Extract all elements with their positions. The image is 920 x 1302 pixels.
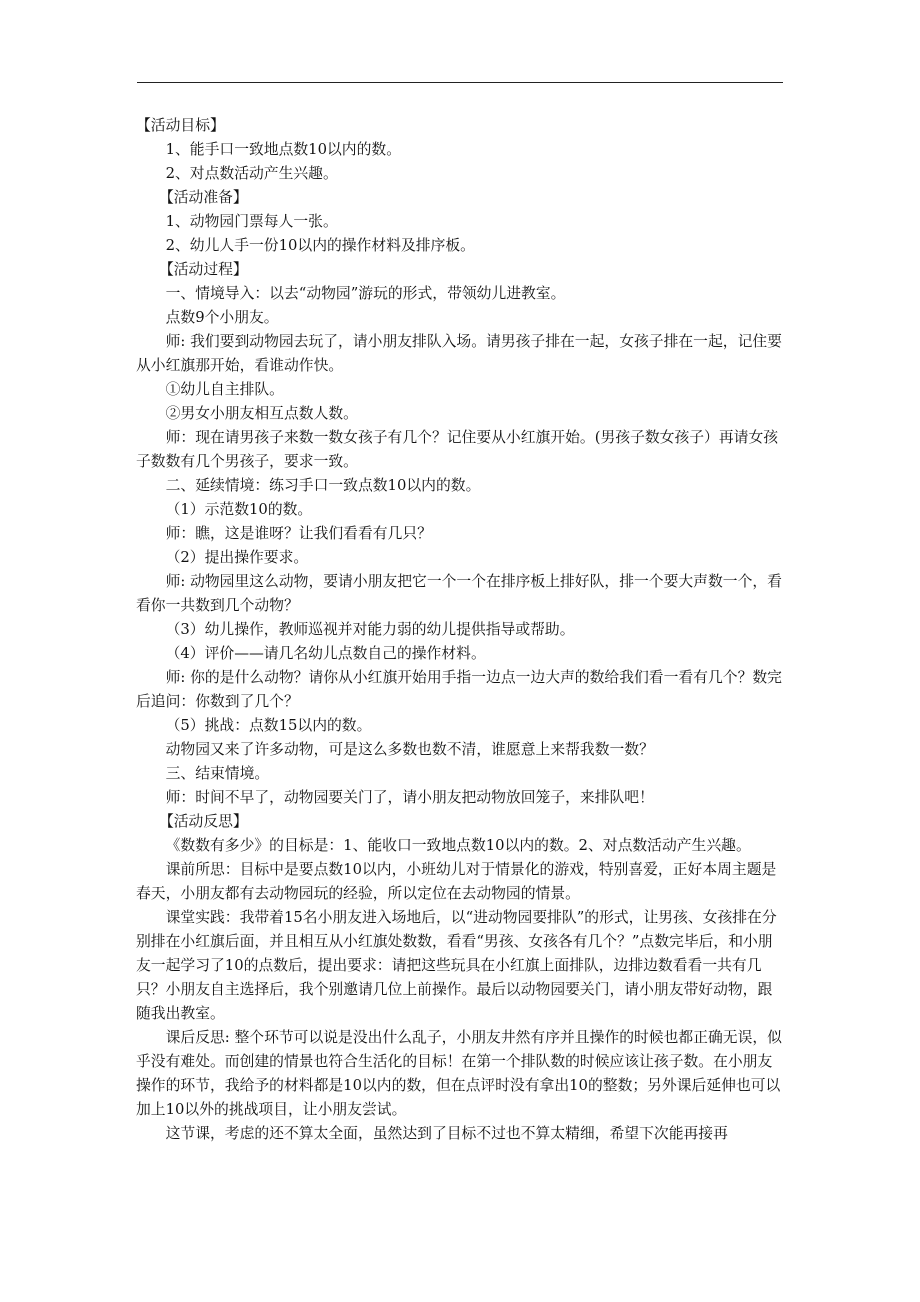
paragraph: （4）评价——请几名幼儿点数自己的操作材料。	[165, 645, 486, 662]
paragraph: 《数数有多少》的目标是：1、能收口一致地点数10以内的数。2、对点数活动产生兴趣。	[165, 837, 751, 854]
paragraph: （2）提出操作要求。	[165, 549, 309, 566]
section-heading-process: 【活动过程】	[158, 261, 248, 278]
paragraph: 课前所思：目标中是要点数10以内，小班幼儿对于情景化的游戏，特别喜爱，正好本周主题是春天，小朋友都有去动物园玩的经验，所以定位在去动物园的情景。	[136, 861, 777, 902]
paragraph: 动物园又来了许多动物，可是这么多数也数不清，谁愿意上来帮我数一数？	[165, 741, 654, 758]
paragraph: 师：现在请男孩子来数一数女孩子有几个？记住要从小红旗开始。(男孩子数女孩子）再请女孩子数数有几个男孩子，要求一致。	[136, 429, 779, 470]
paragraph: ①幼儿自主排队。	[165, 381, 284, 398]
header-rule	[137, 82, 783, 83]
paragraph: 师: 动物园里这么动物，要请小朋友把它一个一个在排序板上排好队，排一个要大声数一个，看看你一共数到几个动物？	[136, 573, 782, 614]
section-heading-reflection: 【活动反思】	[158, 813, 248, 830]
paragraph: 课后反思: 整个环节可以说是没出什么乱子，小朋友井然有序并且操作的时候也都正确无误，似乎没有难处。而创建的情景也符合生活化的目标！在第一个排队数的时候应该让孩子数。在小朋友操作的环节，我给予的材料都是10以内的数，但在点评时没有拿出10的整数；另外课后延伸也可以加上10以外的挑战项目，让小朋友尝试。	[136, 1029, 782, 1118]
paragraph: 二、延续情境：练习手口一致点数10以内的数。	[165, 477, 481, 494]
paragraph: 师: 你的是什么动物？请你从小红旗开始用手指一边点一边大声的数给我们看一看有几个？数完后追问：你数到了几个？	[136, 669, 782, 710]
paragraph: 1、能手口一致地点数10以内的数。	[165, 141, 401, 158]
paragraph: （1）示范数10的数。	[165, 501, 313, 518]
paragraph: ②男女小朋友相互点数人数。	[165, 405, 358, 422]
paragraph: 课堂实践：我带着15名小朋友进入场地后，以“进动物园要排队”的形式，让男孩、女孩排在分别排在小红旗后面，并且相互从小红旗处数数，看看“男孩、女孩各有几个？”点数完毕后，和小朋友一起学习了10的点数后，提出要求：请把这些玩具在小红旗上面排队，边排边数看看一共有几只？小朋友自主选择后，我个别邀请几位上前操作。最后以动物园要关门，请小朋友带好动物，跟随我出教室。	[136, 909, 777, 1022]
paragraph: 2、对点数活动产生兴趣。	[165, 165, 338, 182]
paragraph: （3）幼儿操作，教师巡视并对能力弱的幼儿提供指导或帮助。	[165, 621, 575, 638]
section-heading-preparation: 【活动准备】	[158, 189, 248, 206]
paragraph: 2、幼儿人手一份10以内的操作材料及排序板。	[165, 237, 475, 254]
paragraph: 三、结束情境。	[165, 765, 270, 782]
paragraph: 1、动物园门票每人一张。	[165, 213, 338, 230]
paragraph: （5）挑战：点数15以内的数。	[165, 717, 372, 734]
paragraph: 师：时间不早了，动物园要关门了，请小朋友把动物放回笼子，来排队吧！	[165, 789, 654, 806]
paragraph: 点数9个小朋友。	[165, 309, 279, 326]
paragraph: 这节课，考虑的还不算太全面，虽然达到了目标不过也不算太精细，希望下次能再接再	[165, 1125, 728, 1142]
paragraph: 一、情境导入：以去“动物园”游玩的形式，带领幼儿进教室。	[165, 285, 566, 302]
paragraph: 师：瞧，这是谁呀？让我们看看有几只？	[165, 525, 432, 542]
paragraph: 师: 我们要到动物园去玩了，请小朋友排队入场。请男孩子排在一起，女孩子排在一起，记住要从小红旗那开始，看谁动作快。	[136, 333, 782, 374]
document-body	[136, 114, 784, 1146]
section-heading-goals: 【活动目标】	[136, 117, 225, 134]
